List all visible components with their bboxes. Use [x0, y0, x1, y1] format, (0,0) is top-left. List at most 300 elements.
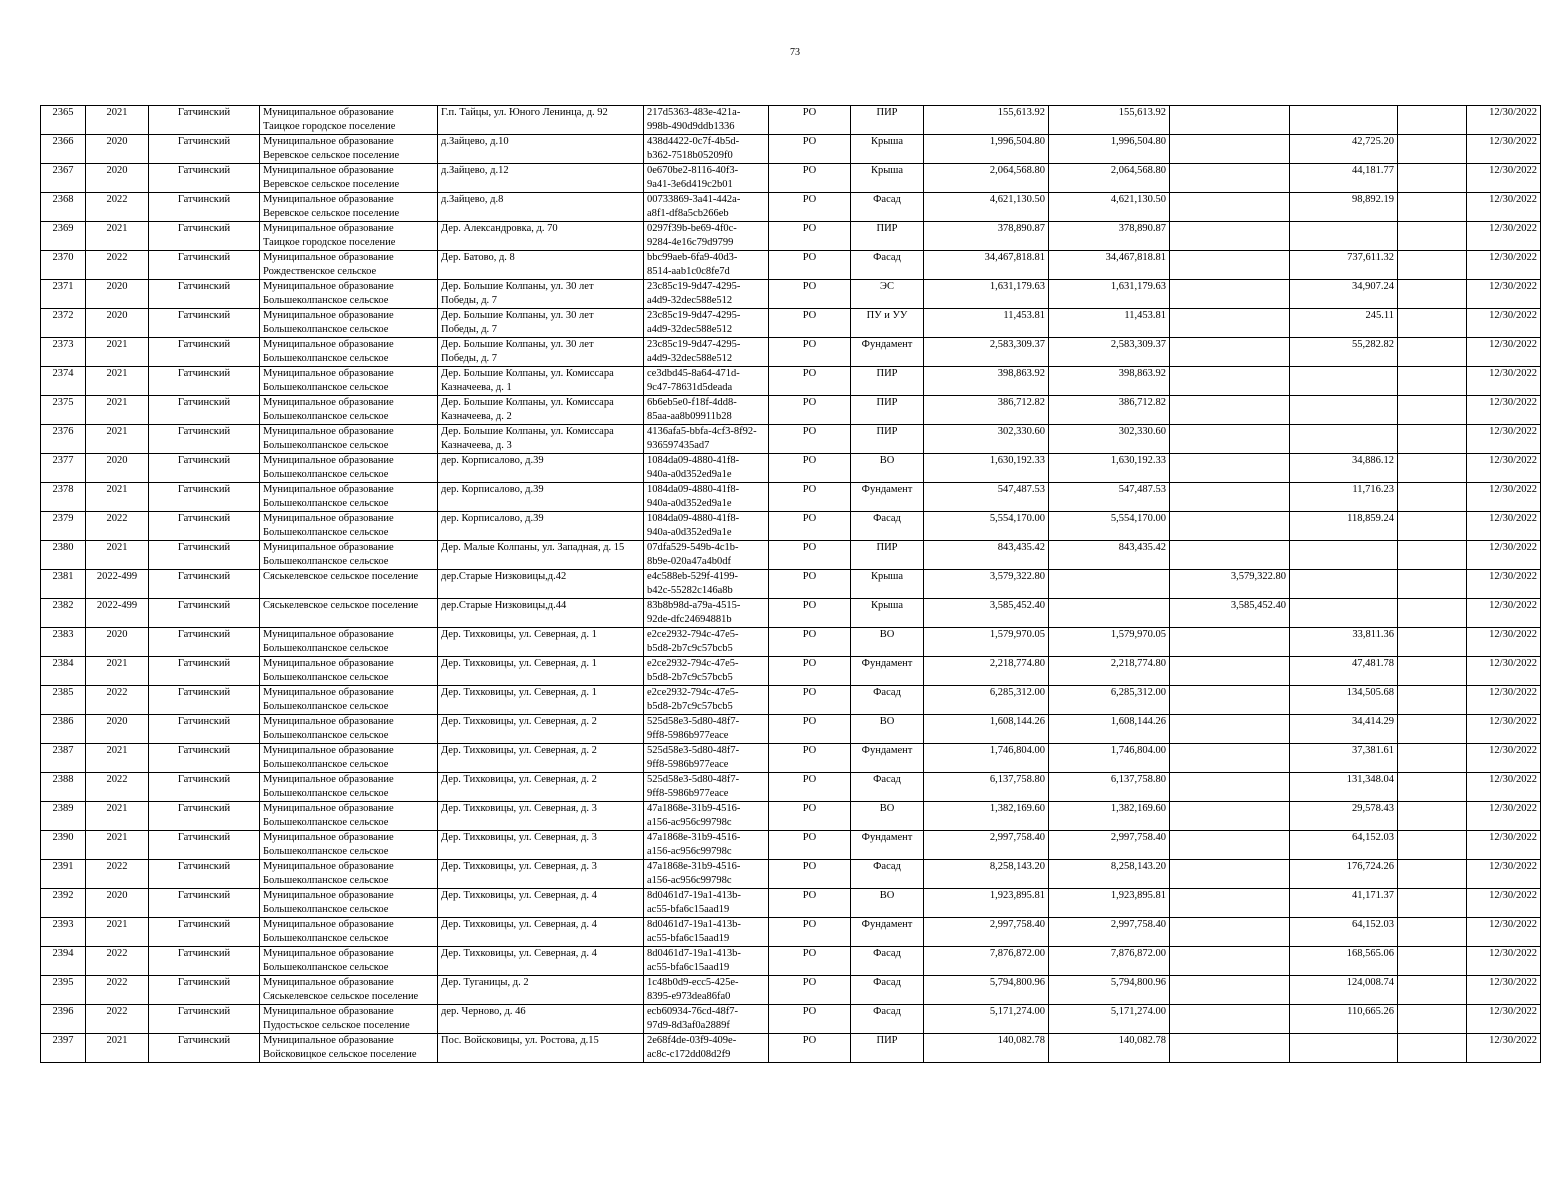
address-cell: Дер. Большие Колпаны, ул. 30 лет Победы, д. 7	[438, 338, 644, 367]
record-number-cell: 2392	[41, 889, 86, 918]
program-year-cell: 2020	[86, 164, 149, 193]
program-year-cell: 2020	[86, 309, 149, 338]
record-number-cell: 2394	[41, 947, 86, 976]
work-type-cell: ПИР	[851, 367, 924, 396]
other-amount-cell	[1170, 338, 1290, 367]
fee-amount-cell: 134,505.68	[1290, 686, 1398, 715]
extra-amount-cell	[1398, 483, 1467, 512]
house-uuid-cell: 525d58e3-5d80-48f7- 9ff8-5986b977eace	[644, 744, 769, 773]
house-uuid-cell: e4c588eb-529f-4199- b42c-55282c146a8b	[644, 570, 769, 599]
fund-amount-cell: 6,137,758.80	[1049, 773, 1170, 802]
fee-amount-cell	[1290, 1034, 1398, 1063]
fund-amount-cell: 5,554,170.00	[1049, 512, 1170, 541]
operator-type-cell: РО	[769, 686, 851, 715]
address-cell: Дер. Большие Колпаны, ул. Комиссара Казначеева, д. 2	[438, 396, 644, 425]
other-amount-cell	[1170, 860, 1290, 889]
total-cost-cell: 398,863.92	[924, 367, 1049, 396]
work-type-cell: Фасад	[851, 976, 924, 1005]
program-year-cell: 2021	[86, 367, 149, 396]
extra-amount-cell	[1398, 512, 1467, 541]
total-cost-cell: 2,064,568.80	[924, 164, 1049, 193]
extra-amount-cell	[1398, 570, 1467, 599]
work-type-cell: ВО	[851, 802, 924, 831]
program-year-cell: 2021	[86, 657, 149, 686]
other-amount-cell	[1170, 106, 1290, 135]
operator-type-cell: РО	[769, 773, 851, 802]
work-type-cell: Фасад	[851, 251, 924, 280]
record-number-cell: 2376	[41, 425, 86, 454]
other-amount-cell	[1170, 918, 1290, 947]
district-cell: Гатчинский	[149, 1005, 260, 1034]
extra-amount-cell	[1398, 309, 1467, 338]
total-cost-cell: 11,453.81	[924, 309, 1049, 338]
record-number-cell: 2378	[41, 483, 86, 512]
total-cost-cell: 6,137,758.80	[924, 773, 1049, 802]
table-body	[41, 106, 1541, 1063]
other-amount-cell	[1170, 193, 1290, 222]
table-row	[41, 454, 1541, 483]
district-cell: Гатчинский	[149, 483, 260, 512]
operator-type-cell: РО	[769, 744, 851, 773]
program-year-cell: 2022-499	[86, 570, 149, 599]
fee-amount-cell: 33,811.36	[1290, 628, 1398, 657]
address-cell: Дер. Малые Колпаны, ул. Западная, д. 15	[438, 541, 644, 570]
extra-amount-cell	[1398, 338, 1467, 367]
operator-type-cell: РО	[769, 628, 851, 657]
record-number-cell: 2366	[41, 135, 86, 164]
address-cell: Дер. Батово, д. 8	[438, 251, 644, 280]
municipality-cell: Муниципальное образование Большеколпанское сельское	[260, 715, 438, 744]
program-year-cell: 2021	[86, 744, 149, 773]
extra-amount-cell	[1398, 454, 1467, 483]
completion-date-cell: 12/30/2022	[1467, 222, 1541, 251]
house-uuid-cell: 1c48b0d9-ecc5-425e- 8395-e973dea86fa0	[644, 976, 769, 1005]
district-cell: Гатчинский	[149, 918, 260, 947]
district-cell: Гатчинский	[149, 860, 260, 889]
address-cell: дер. Корписалово, д.39	[438, 454, 644, 483]
completion-date-cell: 12/30/2022	[1467, 1005, 1541, 1034]
page-number: 73	[790, 47, 800, 58]
table-row	[41, 193, 1541, 222]
total-cost-cell: 547,487.53	[924, 483, 1049, 512]
fund-amount-cell: 1,579,970.05	[1049, 628, 1170, 657]
work-type-cell: ПУ и УУ	[851, 309, 924, 338]
program-year-cell: 2022	[86, 251, 149, 280]
house-uuid-cell: 8d0461d7-19a1-413b- ac55-bfa6c15aad19	[644, 918, 769, 947]
program-year-cell: 2022	[86, 1005, 149, 1034]
work-type-cell: ВО	[851, 889, 924, 918]
fund-amount-cell: 1,382,169.60	[1049, 802, 1170, 831]
operator-type-cell: РО	[769, 599, 851, 628]
municipality-cell: Муниципальное образование Большеколпанское сельское	[260, 512, 438, 541]
completion-date-cell: 12/30/2022	[1467, 338, 1541, 367]
district-cell: Гатчинский	[149, 1034, 260, 1063]
work-type-cell: Крыша	[851, 135, 924, 164]
other-amount-cell: 3,585,452.40	[1170, 599, 1290, 628]
program-year-cell: 2021	[86, 425, 149, 454]
other-amount-cell	[1170, 947, 1290, 976]
address-cell: Г.п. Тайцы, ул. Юного Ленинца, д. 92	[438, 106, 644, 135]
house-uuid-cell: 525d58e3-5d80-48f7- 9ff8-5986b977eace	[644, 773, 769, 802]
extra-amount-cell	[1398, 280, 1467, 309]
address-cell: Дер. Большие Колпаны, ул. Комиссара Казначеева, д. 3	[438, 425, 644, 454]
extra-amount-cell	[1398, 135, 1467, 164]
extra-amount-cell	[1398, 715, 1467, 744]
record-number-cell: 2379	[41, 512, 86, 541]
program-year-cell: 2022	[86, 512, 149, 541]
house-uuid-cell: e2ce2932-794c-47e5- b5d8-2b7c9c57bcb5	[644, 628, 769, 657]
completion-date-cell: 12/30/2022	[1467, 483, 1541, 512]
total-cost-cell: 5,554,170.00	[924, 512, 1049, 541]
operator-type-cell: РО	[769, 657, 851, 686]
municipality-cell: Муниципальное образование Рождественское сельское	[260, 251, 438, 280]
other-amount-cell	[1170, 309, 1290, 338]
table-row	[41, 686, 1541, 715]
address-cell: Дер. Тихковицы, ул. Северная, д. 1	[438, 657, 644, 686]
house-uuid-cell: 4136afa5-bbfa-4cf3-8f92- 936597435ad7	[644, 425, 769, 454]
total-cost-cell: 1,746,804.00	[924, 744, 1049, 773]
record-number-cell: 2386	[41, 715, 86, 744]
fee-amount-cell: 176,724.26	[1290, 860, 1398, 889]
work-type-cell: Крыша	[851, 599, 924, 628]
extra-amount-cell	[1398, 193, 1467, 222]
district-cell: Гатчинский	[149, 541, 260, 570]
completion-date-cell: 12/30/2022	[1467, 889, 1541, 918]
completion-date-cell: 12/30/2022	[1467, 570, 1541, 599]
table-row	[41, 1005, 1541, 1034]
other-amount-cell	[1170, 483, 1290, 512]
table-row	[41, 570, 1541, 599]
fund-amount-cell: 547,487.53	[1049, 483, 1170, 512]
table-row	[41, 773, 1541, 802]
completion-date-cell: 12/30/2022	[1467, 657, 1541, 686]
completion-date-cell: 12/30/2022	[1467, 106, 1541, 135]
completion-date-cell: 12/30/2022	[1467, 541, 1541, 570]
address-cell: дер. Корписалово, д.39	[438, 512, 644, 541]
fee-amount-cell	[1290, 599, 1398, 628]
fund-amount-cell: 398,863.92	[1049, 367, 1170, 396]
municipality-cell: Муниципальное образование Веревское сельское поселение	[260, 164, 438, 193]
total-cost-cell: 2,218,774.80	[924, 657, 1049, 686]
work-type-cell: ПИР	[851, 106, 924, 135]
record-number-cell: 2383	[41, 628, 86, 657]
table-row	[41, 802, 1541, 831]
fee-amount-cell: 118,859.24	[1290, 512, 1398, 541]
house-uuid-cell: 525d58e3-5d80-48f7- 9ff8-5986b977eace	[644, 715, 769, 744]
municipality-cell: Муниципальное образование Большеколпанское сельское	[260, 889, 438, 918]
work-type-cell: Фундамент	[851, 918, 924, 947]
table-row	[41, 483, 1541, 512]
program-year-cell: 2021	[86, 396, 149, 425]
record-number-cell: 2374	[41, 367, 86, 396]
address-cell: дер. Корписалово, д.39	[438, 483, 644, 512]
fee-amount-cell	[1290, 106, 1398, 135]
table-row	[41, 512, 1541, 541]
program-year-cell: 2022	[86, 193, 149, 222]
municipality-cell: Муниципальное образование Веревское сельское поселение	[260, 135, 438, 164]
record-number-cell: 2381	[41, 570, 86, 599]
program-year-cell: 2021	[86, 338, 149, 367]
operator-type-cell: РО	[769, 309, 851, 338]
municipality-cell: Муниципальное образование Пудостьское сельское поселение	[260, 1005, 438, 1034]
work-type-cell: Фасад	[851, 193, 924, 222]
record-number-cell: 2373	[41, 338, 86, 367]
table-row	[41, 222, 1541, 251]
work-type-cell: Фасад	[851, 860, 924, 889]
district-cell: Гатчинский	[149, 222, 260, 251]
work-type-cell: ПИР	[851, 396, 924, 425]
extra-amount-cell	[1398, 947, 1467, 976]
operator-type-cell: РО	[769, 860, 851, 889]
other-amount-cell	[1170, 715, 1290, 744]
extra-amount-cell	[1398, 106, 1467, 135]
operator-type-cell: РО	[769, 889, 851, 918]
house-uuid-cell: 0297f39b-be69-4f0c- 9284-4e16c79d9799	[644, 222, 769, 251]
district-cell: Гатчинский	[149, 686, 260, 715]
address-cell: Дер. Тихковицы, ул. Северная, д. 4	[438, 918, 644, 947]
record-number-cell: 2368	[41, 193, 86, 222]
address-cell: Дер. Тихковицы, ул. Северная, д. 2	[438, 773, 644, 802]
operator-type-cell: РО	[769, 947, 851, 976]
extra-amount-cell	[1398, 222, 1467, 251]
work-type-cell: Крыша	[851, 164, 924, 193]
address-cell: Дер. Туганицы, д. 2	[438, 976, 644, 1005]
municipality-cell: Муниципальное образование Войсковицкое сельское поселение	[260, 1034, 438, 1063]
total-cost-cell: 140,082.78	[924, 1034, 1049, 1063]
operator-type-cell: РО	[769, 541, 851, 570]
program-year-cell: 2022	[86, 686, 149, 715]
municipality-cell: Муниципальное образование Большеколпанское сельское	[260, 280, 438, 309]
record-number-cell: 2387	[41, 744, 86, 773]
municipality-cell: Муниципальное образование Большеколпанское сельское	[260, 628, 438, 657]
completion-date-cell: 12/30/2022	[1467, 802, 1541, 831]
fund-amount-cell: 155,613.92	[1049, 106, 1170, 135]
table-row	[41, 744, 1541, 773]
house-uuid-cell: 47a1868e-31b9-4516- a156-ac956c99798c	[644, 802, 769, 831]
work-type-cell: Фасад	[851, 686, 924, 715]
total-cost-cell: 3,585,452.40	[924, 599, 1049, 628]
house-uuid-cell: 47a1868e-31b9-4516- a156-ac956c99798c	[644, 831, 769, 860]
other-amount-cell	[1170, 744, 1290, 773]
house-uuid-cell: 8d0461d7-19a1-413b- ac55-bfa6c15aad19	[644, 889, 769, 918]
fund-amount-cell: 34,467,818.81	[1049, 251, 1170, 280]
record-number-cell: 2375	[41, 396, 86, 425]
completion-date-cell: 12/30/2022	[1467, 454, 1541, 483]
record-number-cell: 2365	[41, 106, 86, 135]
program-year-cell: 2020	[86, 280, 149, 309]
fund-amount-cell: 1,746,804.00	[1049, 744, 1170, 773]
house-uuid-cell: ecb60934-76cd-48f7- 97d9-8d3af0a2889f	[644, 1005, 769, 1034]
district-cell: Гатчинский	[149, 164, 260, 193]
table-row	[41, 1034, 1541, 1063]
total-cost-cell: 4,621,130.50	[924, 193, 1049, 222]
municipality-cell: Муниципальное образование Большеколпанское сельское	[260, 657, 438, 686]
fund-amount-cell: 2,064,568.80	[1049, 164, 1170, 193]
work-type-cell: ПИР	[851, 222, 924, 251]
fee-amount-cell	[1290, 425, 1398, 454]
operator-type-cell: РО	[769, 367, 851, 396]
program-year-cell: 2021	[86, 541, 149, 570]
address-cell: Дер. Тихковицы, ул. Северная, д. 3	[438, 860, 644, 889]
operator-type-cell: РО	[769, 1034, 851, 1063]
fee-amount-cell: 64,152.03	[1290, 831, 1398, 860]
record-number-cell: 2370	[41, 251, 86, 280]
fund-amount-cell: 1,923,895.81	[1049, 889, 1170, 918]
record-number-cell: 2384	[41, 657, 86, 686]
house-uuid-cell: e2ce2932-794c-47e5- b5d8-2b7c9c57bcb5	[644, 686, 769, 715]
other-amount-cell	[1170, 686, 1290, 715]
fund-amount-cell: 6,285,312.00	[1049, 686, 1170, 715]
program-year-cell: 2021	[86, 222, 149, 251]
municipality-cell: Муниципальное образование Большеколпанское сельское	[260, 947, 438, 976]
operator-type-cell: РО	[769, 454, 851, 483]
address-cell: Дер. Тихковицы, ул. Северная, д. 1	[438, 686, 644, 715]
work-type-cell: ПИР	[851, 425, 924, 454]
table-row	[41, 425, 1541, 454]
program-year-cell: 2022	[86, 860, 149, 889]
house-uuid-cell: 6b6eb5e0-f18f-4dd8- 85aa-aa8b09911b28	[644, 396, 769, 425]
address-cell: Дер. Тихковицы, ул. Северная, д. 4	[438, 889, 644, 918]
district-cell: Гатчинский	[149, 976, 260, 1005]
house-uuid-cell: 1084da09-4880-41f8- 940a-a0d352ed9a1e	[644, 512, 769, 541]
program-year-cell: 2020	[86, 628, 149, 657]
fee-amount-cell: 11,716.23	[1290, 483, 1398, 512]
table-row	[41, 106, 1541, 135]
registry-table	[40, 105, 1541, 1063]
fee-amount-cell	[1290, 222, 1398, 251]
work-type-cell: ПИР	[851, 1034, 924, 1063]
district-cell: Гатчинский	[149, 947, 260, 976]
house-uuid-cell: 438d4422-0c7f-4b5d- b362-7518b05209f0	[644, 135, 769, 164]
work-type-cell: Фундамент	[851, 831, 924, 860]
fee-amount-cell	[1290, 396, 1398, 425]
municipality-cell: Муниципальное образование Большеколпанское сельское	[260, 831, 438, 860]
fund-amount-cell: 1,608,144.26	[1049, 715, 1170, 744]
fund-amount-cell: 2,218,774.80	[1049, 657, 1170, 686]
completion-date-cell: 12/30/2022	[1467, 280, 1541, 309]
fund-amount-cell: 302,330.60	[1049, 425, 1170, 454]
completion-date-cell: 12/30/2022	[1467, 860, 1541, 889]
table-row	[41, 251, 1541, 280]
other-amount-cell	[1170, 280, 1290, 309]
work-type-cell: ВО	[851, 715, 924, 744]
house-uuid-cell: ce3dbd45-8a64-471d- 9c47-78631d5deada	[644, 367, 769, 396]
fund-amount-cell: 140,082.78	[1049, 1034, 1170, 1063]
operator-type-cell: РО	[769, 483, 851, 512]
address-cell: Дер. Тихковицы, ул. Северная, д. 1	[438, 628, 644, 657]
municipality-cell: Муниципальное образование Большеколпанское сельское	[260, 367, 438, 396]
table-row	[41, 657, 1541, 686]
house-uuid-cell: e2ce2932-794c-47e5- b5d8-2b7c9c57bcb5	[644, 657, 769, 686]
house-uuid-cell: 1084da09-4880-41f8- 940a-a0d352ed9a1e	[644, 454, 769, 483]
extra-amount-cell	[1398, 367, 1467, 396]
other-amount-cell	[1170, 657, 1290, 686]
work-type-cell: Фундамент	[851, 338, 924, 367]
table-row	[41, 860, 1541, 889]
extra-amount-cell	[1398, 657, 1467, 686]
house-uuid-cell: 23c85c19-9d47-4295- a4d9-32dec588e512	[644, 280, 769, 309]
extra-amount-cell	[1398, 1034, 1467, 1063]
municipality-cell: Муниципальное образование Большеколпанское сельское	[260, 454, 438, 483]
fund-amount-cell: 2,997,758.40	[1049, 831, 1170, 860]
completion-date-cell: 12/30/2022	[1467, 309, 1541, 338]
operator-type-cell: РО	[769, 918, 851, 947]
municipality-cell: Муниципальное образование Большеколпанское сельское	[260, 860, 438, 889]
operator-type-cell: РО	[769, 135, 851, 164]
municipality-cell: Муниципальное образование Большеколпанское сельское	[260, 396, 438, 425]
table-row	[41, 831, 1541, 860]
completion-date-cell: 12/30/2022	[1467, 686, 1541, 715]
extra-amount-cell	[1398, 251, 1467, 280]
district-cell: Гатчинский	[149, 657, 260, 686]
record-number-cell: 2380	[41, 541, 86, 570]
municipality-cell: Муниципальное образование Большеколпанское сельское	[260, 338, 438, 367]
record-number-cell: 2391	[41, 860, 86, 889]
work-type-cell: ВО	[851, 628, 924, 657]
fee-amount-cell: 124,008.74	[1290, 976, 1398, 1005]
table-row	[41, 976, 1541, 1005]
table-row	[41, 541, 1541, 570]
fund-amount-cell: 843,435.42	[1049, 541, 1170, 570]
completion-date-cell: 12/30/2022	[1467, 744, 1541, 773]
other-amount-cell	[1170, 135, 1290, 164]
fee-amount-cell: 131,348.04	[1290, 773, 1398, 802]
district-cell: Гатчинский	[149, 106, 260, 135]
house-uuid-cell: 23c85c19-9d47-4295- a4d9-32dec588e512	[644, 338, 769, 367]
other-amount-cell	[1170, 541, 1290, 570]
record-number-cell: 2388	[41, 773, 86, 802]
district-cell: Гатчинский	[149, 599, 260, 628]
completion-date-cell: 12/30/2022	[1467, 918, 1541, 947]
address-cell: Дер. Тихковицы, ул. Северная, д. 4	[438, 947, 644, 976]
work-type-cell: Фасад	[851, 1005, 924, 1034]
fee-amount-cell: 110,665.26	[1290, 1005, 1398, 1034]
fee-amount-cell: 29,578.43	[1290, 802, 1398, 831]
program-year-cell: 2021	[86, 918, 149, 947]
table-row	[41, 280, 1541, 309]
extra-amount-cell	[1398, 802, 1467, 831]
work-type-cell: ЭС	[851, 280, 924, 309]
district-cell: Гатчинский	[149, 715, 260, 744]
total-cost-cell: 1,382,169.60	[924, 802, 1049, 831]
total-cost-cell: 1,631,179.63	[924, 280, 1049, 309]
address-cell: Дер. Большие Колпаны, ул. Комиссара Казначеева, д. 1	[438, 367, 644, 396]
work-type-cell: ВО	[851, 454, 924, 483]
fee-amount-cell: 64,152.03	[1290, 918, 1398, 947]
operator-type-cell: РО	[769, 251, 851, 280]
total-cost-cell: 2,997,758.40	[924, 918, 1049, 947]
completion-date-cell: 12/30/2022	[1467, 367, 1541, 396]
completion-date-cell: 12/30/2022	[1467, 715, 1541, 744]
district-cell: Гатчинский	[149, 367, 260, 396]
operator-type-cell: РО	[769, 222, 851, 251]
total-cost-cell: 1,608,144.26	[924, 715, 1049, 744]
program-year-cell: 2020	[86, 715, 149, 744]
other-amount-cell	[1170, 164, 1290, 193]
extra-amount-cell	[1398, 396, 1467, 425]
table-row	[41, 396, 1541, 425]
program-year-cell: 2022	[86, 976, 149, 1005]
address-cell: дер.Старые Низковицы,д.42	[438, 570, 644, 599]
fund-amount-cell: 4,621,130.50	[1049, 193, 1170, 222]
completion-date-cell: 12/30/2022	[1467, 135, 1541, 164]
house-uuid-cell: 1084da09-4880-41f8- 940a-a0d352ed9a1e	[644, 483, 769, 512]
record-number-cell: 2397	[41, 1034, 86, 1063]
fee-amount-cell: 55,282.82	[1290, 338, 1398, 367]
district-cell: Гатчинский	[149, 570, 260, 599]
operator-type-cell: РО	[769, 425, 851, 454]
operator-type-cell: РО	[769, 396, 851, 425]
